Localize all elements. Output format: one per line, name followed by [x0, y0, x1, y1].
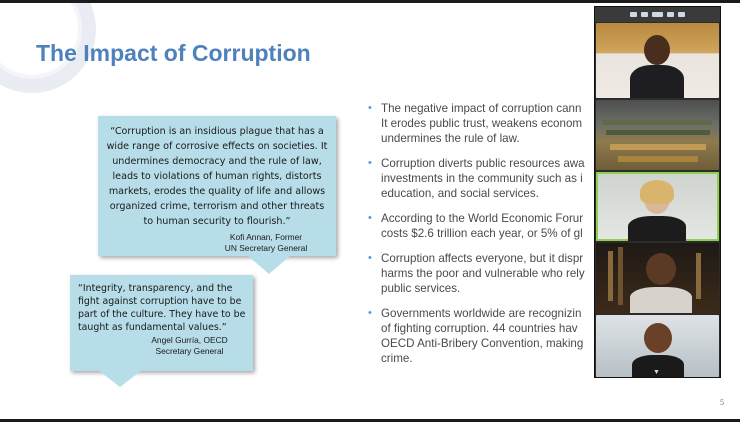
- background-art: [608, 251, 613, 301]
- video-tile-participant-5[interactable]: [596, 315, 719, 377]
- gallery-controls[interactable]: [595, 7, 720, 22]
- bullet-marker-icon: •: [368, 102, 372, 114]
- bullet-item: [368, 156, 628, 201]
- bullet-item: [368, 306, 628, 366]
- bullet-line: OECD Anti-Bribery Convention, making: [381, 337, 584, 350]
- quote-author: Kofi Annan, Former: [229, 232, 303, 242]
- participant-body: [628, 216, 686, 241]
- participant-body: [630, 287, 692, 313]
- bullet-list: [368, 101, 628, 376]
- bullet-item: [368, 211, 628, 241]
- minimize-icon[interactable]: [630, 12, 637, 17]
- hall-desk: [610, 144, 706, 150]
- hall-desk: [618, 156, 698, 162]
- speaker-view-icon[interactable]: [641, 12, 648, 17]
- bullet-line: education, and social services.: [381, 187, 539, 200]
- quote-callout-tail: [247, 255, 291, 274]
- participant-hair: [640, 180, 674, 204]
- bullet-line: Corruption affects everyone, but it dispr: [381, 252, 584, 265]
- chevron-down-icon[interactable]: ▼: [653, 369, 660, 376]
- participant-head: [644, 35, 670, 65]
- video-tile-participant-4[interactable]: [596, 243, 719, 313]
- quote-role: Secretary General: [155, 346, 224, 356]
- quote-text: “Integrity, transparency, and the fight against corruption have to be part of the culture. They have to be taught as fundamental values.”: [78, 283, 246, 333]
- background-art: [618, 247, 623, 305]
- bullet-line: crime.: [381, 352, 413, 365]
- bullet-line: According to the World Economic Forur: [381, 212, 584, 225]
- quote-callout-tail: [98, 370, 142, 387]
- quote-box-gurria: [70, 275, 253, 371]
- quote-attribution: [132, 335, 247, 357]
- participant-head: [646, 253, 676, 285]
- bullet-line: investments in the community such as i: [381, 172, 583, 185]
- bullet-line: undermines the rule of law.: [381, 132, 520, 145]
- bullet-item: [368, 251, 628, 296]
- bullet-line: of fighting corruption. 44 countries hav: [381, 322, 578, 335]
- slide-title: The Impact of Corruption: [36, 40, 311, 66]
- bullet-line: Corruption diverts public resources awa: [381, 157, 585, 170]
- hall-seating: [606, 130, 710, 135]
- quote-role: UN Secretary General: [224, 243, 308, 253]
- hall-seating: [602, 120, 712, 125]
- background-art: [696, 253, 701, 299]
- participant-head: [644, 323, 672, 353]
- gallery-view-icon[interactable]: [652, 12, 663, 17]
- video-tile-participant-1[interactable]: [596, 23, 719, 98]
- strip-view-icon[interactable]: [667, 12, 674, 17]
- bullet-line: It erodes public trust, weakens econom: [381, 117, 583, 130]
- bullet-line: The negative impact of corruption cann: [381, 102, 582, 115]
- video-gallery-panel[interactable]: [594, 6, 721, 378]
- bullet-item: [368, 101, 628, 146]
- bullet-line: Governments worldwide are recognizin: [381, 307, 582, 320]
- bullet-marker-icon: •: [368, 307, 372, 319]
- expand-icon[interactable]: [678, 12, 685, 17]
- quote-text: “Corruption is an insidious plague that has a wide range of corrosive effects on societies. It undermines democracy and the rule of law, leads to violations of human rights, distorts markets, erodes the quality of life and allows organized crime, terrorism and other threats to human security to flourish.”: [106, 126, 328, 227]
- slide-page-number: 5: [720, 398, 724, 407]
- video-tile-participant-3[interactable]: [596, 172, 719, 241]
- bullet-marker-icon: •: [368, 252, 372, 264]
- participant-body: [630, 65, 684, 98]
- bullet-line: costs $2.6 trillion each year, or 5% of gl: [381, 227, 583, 240]
- bullet-line: public services.: [381, 282, 461, 295]
- bullet-line: harms the poor and vulnerable who rely: [381, 267, 585, 280]
- quote-box-annan: [98, 116, 336, 256]
- bullet-marker-icon: •: [368, 157, 372, 169]
- quote-author: Angel Gurría, OECD: [151, 335, 228, 345]
- quote-attribution: [202, 232, 330, 254]
- video-tile-participant-2[interactable]: [596, 100, 719, 170]
- bullet-marker-icon: •: [368, 212, 372, 224]
